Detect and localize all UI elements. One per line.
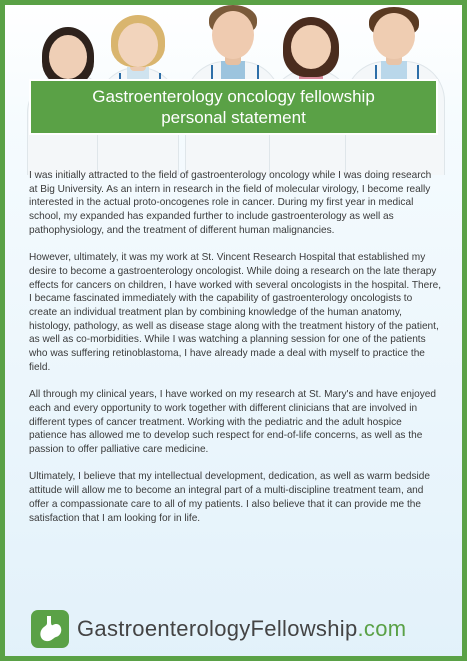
paragraph: All through my clinical years, I have worked on my research at St. Mary's and have enjoyed each and every opportunity to work together with different clinicians that are involved in different types of cancer treatment. Working with the pediatric and the adult hospice patience has allowed me to develop such respect for end-of-life concerns, as well as the passion to offer palliative care medicine. xyxy=(29,389,436,456)
title-line-1: Gastroenterology oncology fellowship xyxy=(92,87,375,106)
brand-tld: .com xyxy=(357,616,407,641)
paragraph: I was initially attracted to the field of gastroenterology oncology while I was doing research at Big University. As an intern in research in the field of molecular virology, I become really interested in the actual proto-oncogenes role in cancer. During my first year in medical school, my expanded has expanded further to include gastroenterology as well as pathophysiology, and the treatment of different human malignancies. xyxy=(29,170,432,236)
statement-body xyxy=(29,169,442,539)
paragraph: However, ultimately, it was my work at St. Vincent Research Hospital that established my desire to become a gastroenterology oncologist. While doing a research on the late therapy effects for cancers on children, I have worked with several oncologists in the hospital. There, I became fascinated immediately with the capability of gastroenterology oncologists to create an individual treatment plan by combining knowledge of the human anatomy, histology, pathology, as well as disease stage along with the treatment history of the patient, as well as co-morbidities. While I was watching a planning session for one of the patients who was suffering retinoblastoma, I have already made a deal with myself to practice the field. xyxy=(29,252,442,373)
title-line-2: personal statement xyxy=(161,108,306,127)
footer-brand xyxy=(31,609,406,649)
title-banner xyxy=(29,79,438,135)
stomach-icon xyxy=(31,610,69,648)
paragraph: Ultimately, I believe that my intellectual development, dedication, as well as warm bedside attitude will allow me to become an integral part of a multi-discipline treatment team, and offer a compassionate care to all of my patients. I also believe that it can provide me the satisfaction that I am looking for in life. xyxy=(29,471,430,524)
footer-brand-text xyxy=(77,616,406,642)
page-title xyxy=(92,86,375,128)
brand-name: GastroenterologyFellowship xyxy=(77,616,358,641)
